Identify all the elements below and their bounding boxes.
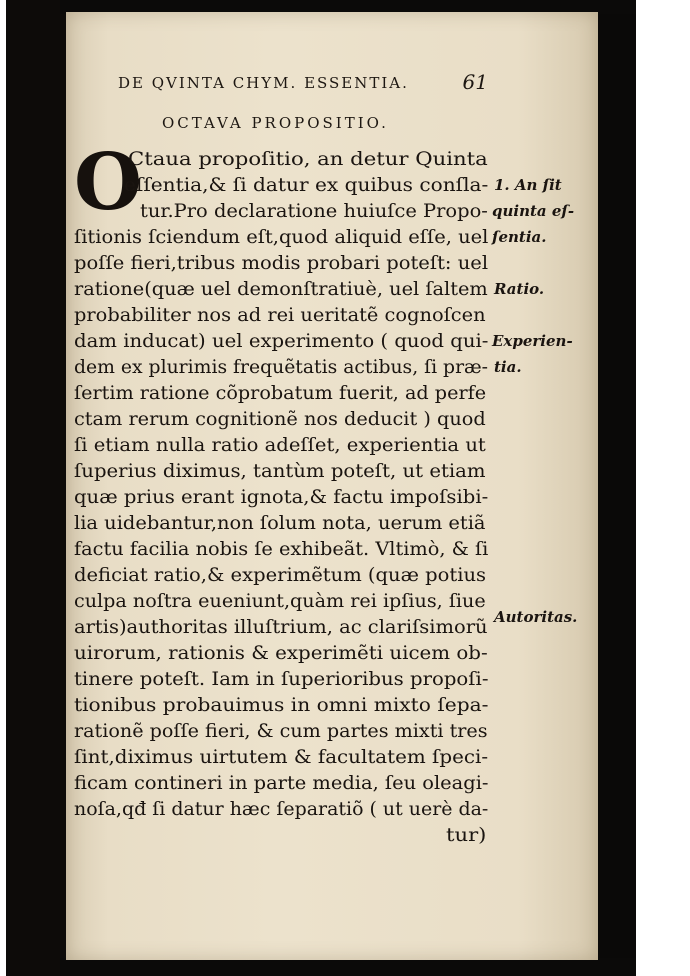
margin-note: 1. An ſit [494,176,562,194]
text-line: factu facilia nobis ſe exhibeãt. Vltimò, & ſi [74,538,489,560]
text-line: ſertim ratione cõprobatum fuerit, ad perfe [74,382,487,404]
margin-note: Experien- [492,332,573,350]
scan-edge-right [598,0,690,976]
text-line: ſi etiam nulla ratio adeſſet, experientia ut [74,434,486,456]
scan-edge-bottom [60,958,636,976]
text-line: dam inducat) uel experimento ( quod qui- [74,330,489,352]
text-line: noſa,qđ ſi datur hæc ſeparatiõ ( ut uerè da- [74,798,489,820]
running-head [118,72,488,98]
text-line: dem ex plurimis frequẽtatis actibus, ſi præ- [74,356,489,378]
text-line: quæ prius erant ignota,& factu impoſsibi- [74,486,489,508]
text-line: tionibus probauimus in omni mixto ſepa- [74,694,489,716]
text-line: uirorum, rationis & experimẽti uicem ob- [74,642,488,664]
text-line: tur.Pro declaratione huiuſce Propo- [140,200,488,222]
text-line: ficam contineri in parte media, ſeu oleagi- [74,772,489,794]
text-line: poſſe fieri,tribus modis probari poteſt: uel [74,252,489,274]
text-line: ſuperius diximus, tantùm poteſt, ut etiam [74,460,486,482]
text-line: ratione(quæ uel demonſtratiuè, uel ſaltem [74,278,488,300]
text-line: ſint,diximus uirtutem & facultatem ſpeci- [74,746,489,768]
text-line: probabiliter nos ad rei ueritatẽ cognoſcen [74,304,486,326]
scan-edge-left [0,0,66,976]
drop-cap: O [74,137,142,228]
text-line: artis)authoritas illuſtrium, ac clariſsimorũ [74,616,488,638]
text-line: ctam rerum cognitionẽ nos deducit ) quod [74,408,486,430]
margin-note: Ratio. [494,280,545,298]
section-title: OCTAVA PROPOSITIO. [162,114,389,132]
text-line: deficiat ratio,& experimẽtum (quæ potius [74,564,487,586]
margin-note: tia. [494,358,522,376]
text-line: lia uidebantur,non ſolum nota, uerum etiã [74,512,486,534]
running-head-title: DE QVINTA CHYM. ESSENTIA. [118,74,409,92]
margin-note: Autoritas. [494,608,578,626]
margin-note: quinta eſ- [492,202,575,220]
text-line: ſitionis ſciendum eſt,quod aliquid eſſe, uel [74,226,489,248]
margin-note: ſentia. [492,228,547,246]
text-line: eſſentia,& ſi datur ex quibus conſla- [124,174,489,196]
text-line: tinere poteſt. Iam in ſuperioribus propoſi- [74,668,489,690]
text-line: rationẽ poſſe fieri, & cum partes mixti tres [74,720,488,742]
text-line: Ctaua propoſitio, an detur Quinta [128,148,488,170]
page-number: 61 [462,70,488,94]
text-line: tur) [446,824,487,846]
text-line: culpa noſtra eueniunt,quàm rei ipſius, ſiue [74,590,486,612]
